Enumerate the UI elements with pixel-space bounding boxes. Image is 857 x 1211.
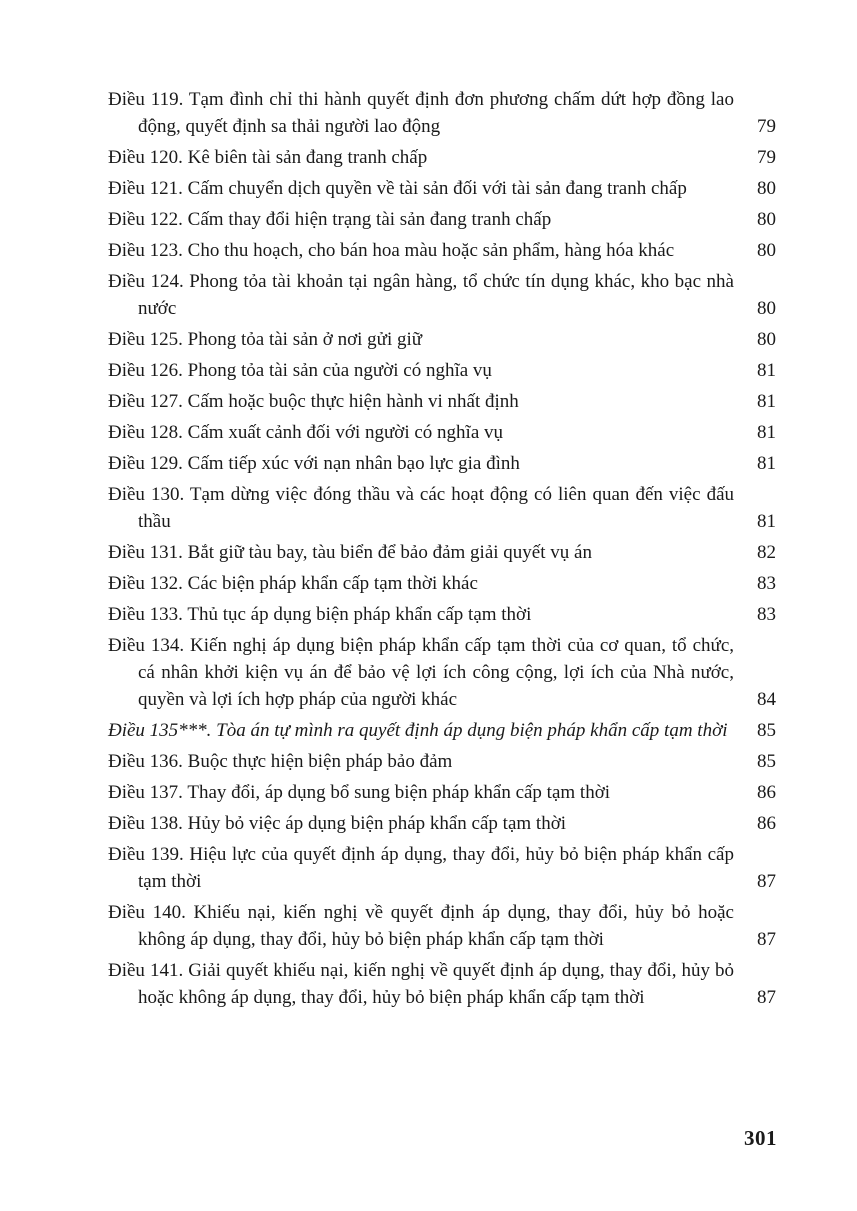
toc-entry[interactable]: [108, 206, 776, 233]
toc-entry-page: 80: [757, 329, 776, 350]
toc-entry-title: Điều 120. Kê biên tài sản đang tranh chấp: [108, 147, 428, 168]
toc-entry[interactable]: [108, 539, 776, 566]
toc-entry-page: 84: [757, 689, 776, 710]
toc-entry-title: Điều 131. Bắt giữ tàu bay, tàu biển để bảo đảm giải quyết vụ án: [108, 542, 592, 563]
toc-entry-title: Điều 121. Cấm chuyển dịch quyền về tài sản đối với tài sản đang tranh chấp: [108, 178, 687, 199]
toc-entry-page: 83: [757, 573, 776, 594]
toc-entry-title: Điều 136. Buộc thực hiện biện pháp bảo đảm: [108, 751, 453, 772]
toc-entry-page: 81: [757, 453, 776, 474]
toc-entry-title: Điều 139. Hiệu lực của quyết định áp dụng, thay đổi, hủy bỏ biện pháp khẩn cấp tạm thời: [108, 844, 734, 892]
toc-entry-page: 81: [757, 422, 776, 443]
toc-entry-page: 85: [757, 720, 776, 741]
toc-entry[interactable]: [108, 450, 776, 477]
toc-entry-page: 80: [757, 209, 776, 230]
toc-entry[interactable]: [108, 237, 776, 264]
toc-entry-page: 87: [757, 987, 776, 1008]
toc-entry-title: Điều 138. Hủy bỏ việc áp dụng biện pháp khẩn cấp tạm thời: [108, 813, 567, 834]
toc-entry[interactable]: [108, 268, 776, 322]
toc-entry-title: Điều 124. Phong tỏa tài khoản tại ngân hàng, tổ chức tín dụng khác, kho bạc nhà nước: [108, 271, 734, 319]
toc-entry[interactable]: [108, 357, 776, 384]
toc-entry-title: Điều 126. Phong tỏa tài sản của người có nghĩa vụ: [108, 360, 492, 381]
toc-entry[interactable]: [108, 748, 776, 775]
toc-entry-title: Điều 137. Thay đổi, áp dụng bổ sung biện pháp khẩn cấp tạm thời: [108, 782, 611, 803]
toc-entry-page: 81: [757, 511, 776, 532]
toc-entry-title: Điều 119. Tạm đình chỉ thi hành quyết định đơn phương chấm dứt hợp đồng lao động, quyết định sa thải người lao động: [108, 89, 734, 137]
toc-entry-page: 79: [757, 147, 776, 168]
toc-entry[interactable]: [108, 841, 776, 895]
toc-entry[interactable]: [108, 601, 776, 628]
toc-entry-page: 81: [757, 391, 776, 412]
toc-entry[interactable]: [108, 86, 776, 140]
page-number: 301: [744, 1126, 777, 1150]
toc-entry-title: Điều 140. Khiếu nại, kiến nghị về quyết định áp dụng, thay đổi, hủy bỏ hoặc không áp dụng, thay đổi, hủy bỏ biện pháp khẩn cấp tạm thời: [108, 902, 734, 950]
toc-entry-title: Điều 134. Kiến nghị áp dụng biện pháp khẩn cấp tạm thời của cơ quan, tổ chức, cá nhân khởi kiện vụ án để bảo vệ lợi ích công cộng, lợi ích của Nhà nước, quyền và lợi ích hợp pháp của người khác: [108, 635, 734, 710]
table-of-contents: [108, 86, 776, 1015]
toc-entry[interactable]: [108, 810, 776, 837]
toc-entry[interactable]: [108, 326, 776, 353]
toc-entry-page: 86: [757, 782, 776, 803]
toc-entry-title: Điều 122. Cấm thay đổi hiện trạng tài sản đang tranh chấp: [108, 209, 552, 230]
toc-entry-page: 86: [757, 813, 776, 834]
toc-entry[interactable]: [108, 779, 776, 806]
toc-entry-page: 85: [757, 751, 776, 772]
toc-entry-page: 87: [757, 929, 776, 950]
toc-entry-page: 83: [757, 604, 776, 625]
toc-entry-title: Điều 129. Cấm tiếp xúc với nạn nhân bạo lực gia đình: [108, 453, 520, 474]
toc-entry[interactable]: [108, 388, 776, 415]
toc-entry[interactable]: [108, 419, 776, 446]
toc-entry-page: 87: [757, 871, 776, 892]
toc-entry-title: Điều 127. Cấm hoặc buộc thực hiện hành vi nhất định: [108, 391, 519, 412]
toc-entry-title: Điều 123. Cho thu hoạch, cho bán hoa màu hoặc sản phẩm, hàng hóa khác: [108, 240, 675, 261]
toc-entry[interactable]: [108, 957, 776, 1011]
toc-entry-title: Điều 130. Tạm dừng việc đóng thầu và các hoạt động có liên quan đến việc đấu thầu: [108, 484, 734, 532]
toc-entry-title: Điều 133. Thủ tục áp dụng biện pháp khẩn cấp tạm thời: [108, 604, 532, 625]
toc-entry[interactable]: [108, 175, 776, 202]
toc-entry[interactable]: [108, 570, 776, 597]
toc-entry[interactable]: [108, 481, 776, 535]
toc-entry-page: 80: [757, 240, 776, 261]
toc-entry[interactable]: [108, 899, 776, 953]
toc-entry[interactable]: [108, 144, 776, 171]
toc-entry-title: Điều 128. Cấm xuất cảnh đối với người có nghĩa vụ: [108, 422, 504, 443]
toc-entry-page: 79: [757, 116, 776, 137]
toc-entry-title: Điều 135***. Tòa án tự mình ra quyết định áp dụng biện pháp khẩn cấp tạm thời: [108, 720, 728, 741]
toc-entry-page: 80: [757, 178, 776, 199]
toc-entry-title: Điều 125. Phong tỏa tài sản ở nơi gửi giữ: [108, 329, 423, 350]
toc-entry[interactable]: [108, 717, 776, 744]
toc-entry-page: 82: [757, 542, 776, 563]
toc-entry-title: Điều 132. Các biện pháp khẩn cấp tạm thời khác: [108, 573, 478, 594]
toc-entry-title: Điều 141. Giải quyết khiếu nại, kiến nghị về quyết định áp dụng, thay đổi, hủy bỏ hoặc không áp dụng, thay đổi, hủy bỏ biện pháp khẩn cấp tạm thời: [108, 960, 734, 1008]
toc-entry-page: 81: [757, 360, 776, 381]
toc-entry[interactable]: [108, 632, 776, 713]
toc-entry-page: 80: [757, 298, 776, 319]
